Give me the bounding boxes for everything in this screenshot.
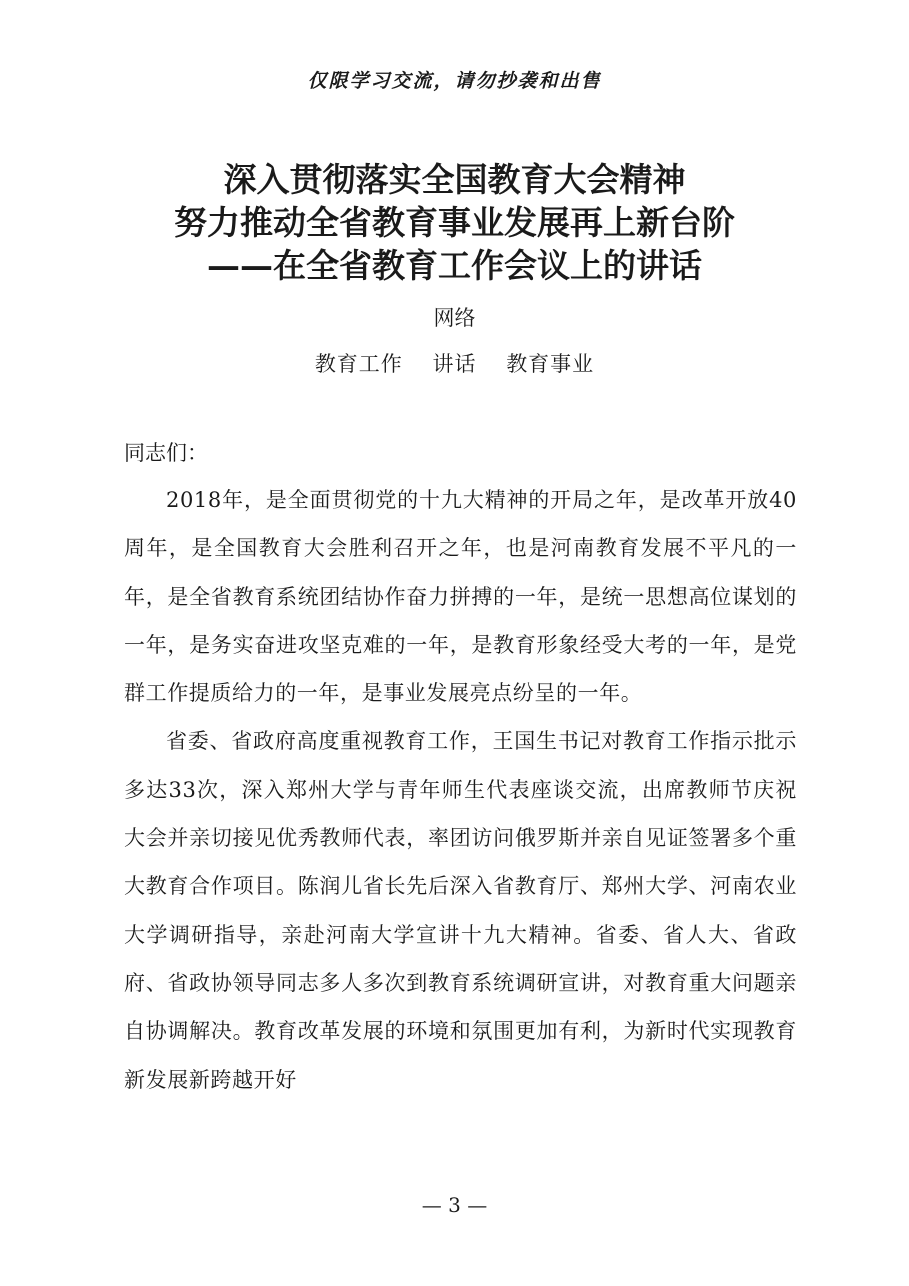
keyword: 教育工作 bbox=[314, 352, 403, 376]
author: 网络 bbox=[433, 306, 476, 330]
header-note: 仅限学习交流，请勿抄袭和出售 bbox=[307, 70, 602, 92]
salutation: 同志们： bbox=[124, 441, 208, 465]
keywords bbox=[0, 348, 909, 378]
body-text bbox=[124, 476, 797, 1104]
title-block bbox=[0, 158, 909, 287]
title-line-1: 深入贯彻落实全国教育大会精神 bbox=[223, 160, 686, 199]
paragraph: 省委、省政府高度重视教育工作，王国生书记对教育工作指示批示多达33次，深入郑州大学与青年师生代表座谈交流，出席教师节庆祝大会并亲切接见优秀教师代表，率团访问俄罗斯并亲自见证签署多个重大教育合作项目。陈润儿省长先后深入省教育厅、郑州大学、河南农业大学调研指导，亲赴河南大学宣讲十九大精神。省委、省人大、省政府、省政协领导同志多人多次到教育系统调研宣讲，对教育重大问题亲自协调解决。教育改革发展的环境和氛围更加有利，为新时代实现教育新发展新跨越开好 bbox=[124, 729, 797, 1092]
paragraph: 2018年，是全面贯彻党的十九大精神的开局之年，是改革开放40周年，是全国教育大会胜利召开之年，也是河南教育发展不平凡的一年，是全省教育系统团结协作奋力拼搏的一年，是统一思想高位谋划的一年，是务实奋进攻坚克难的一年，是教育形象经受大考的一年，是党群工作提质给力的一年，是事业发展亮点纷呈的一年。 bbox=[124, 488, 797, 706]
title-line-2: 努力推动全省教育事业发展再上新台阶 bbox=[174, 203, 735, 242]
title-line-3: ——在全省教育工作会议上的讲话 bbox=[207, 246, 702, 285]
keyword: 教育事业 bbox=[506, 352, 595, 376]
page-number: — 3 — bbox=[421, 1193, 488, 1217]
keyword: 讲话 bbox=[432, 352, 477, 376]
